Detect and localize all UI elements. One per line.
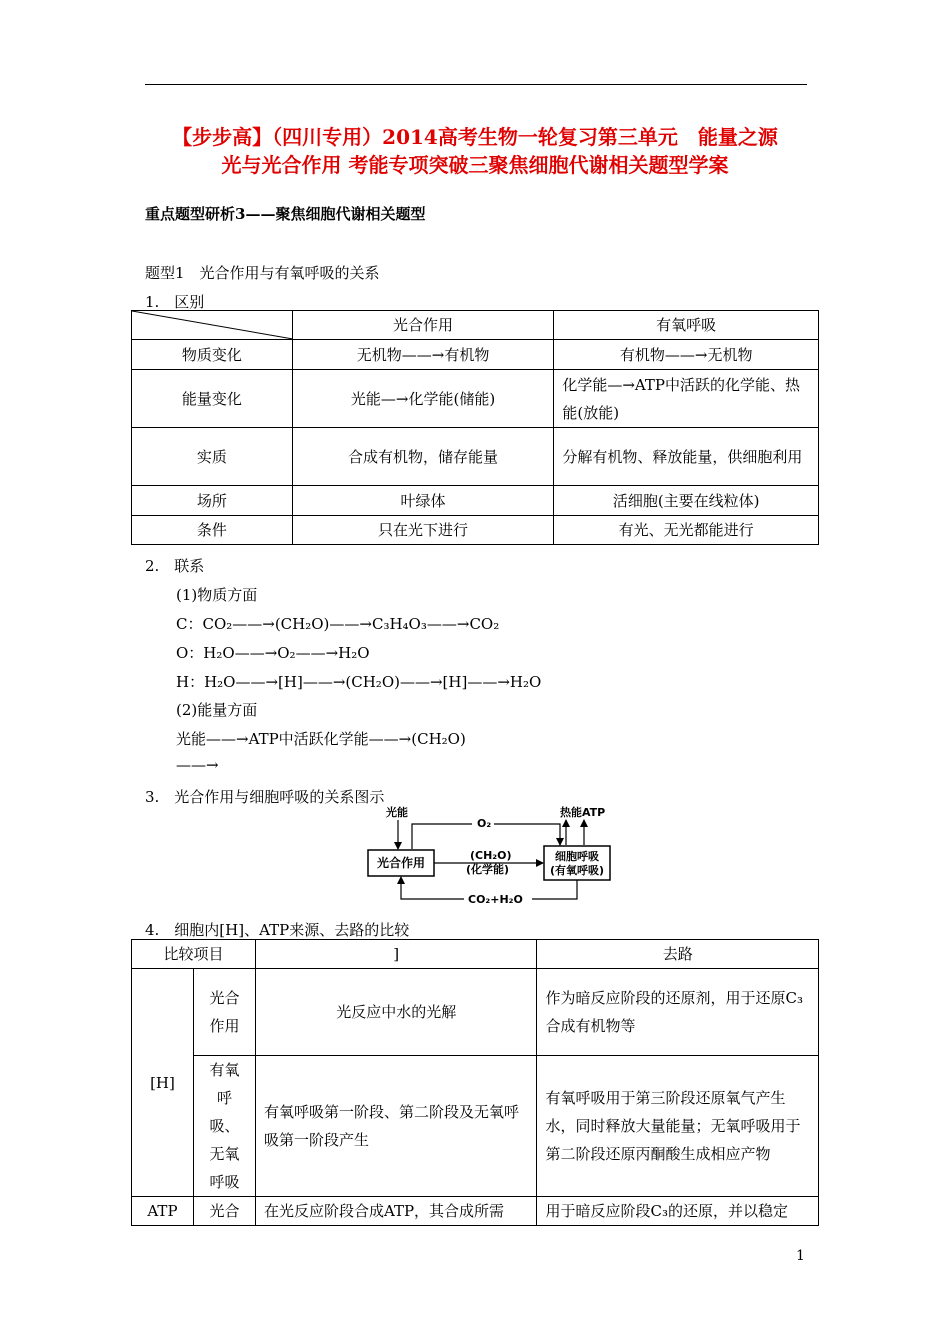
light-label: 光能 — [386, 806, 408, 819]
table-header: 去路 — [537, 940, 819, 969]
source-cell: 在光反应阶段合成ATP，其合成所需 — [255, 1197, 537, 1226]
heat-atp-label: 热能ATP — [560, 806, 606, 819]
table-header: 有氧呼吸 — [554, 311, 819, 340]
destination-cell: 作为暗反应阶段的还原剂，用于还原C₃合成有机物等 — [537, 969, 819, 1056]
group-label: ATP — [132, 1197, 194, 1226]
header-rule — [145, 84, 807, 85]
doc-title-line2: 光与光合作用 考能专项突破三聚焦细胞代谢相关题型学案 — [221, 153, 729, 177]
table-cell: 无机物——→有机物 — [292, 340, 554, 370]
hydrogen-path: H：H₂O——→[H]——→(CH₂O)——→[H]——→H₂O — [176, 673, 542, 691]
table-cell: 只在光下进行 — [292, 516, 554, 545]
table-corner-cell — [132, 311, 293, 340]
energy-arrow: ——→ — [176, 756, 219, 774]
sub-label: 光合作用 — [193, 969, 255, 1056]
source-cell: 有氧呼吸第一阶段、第二阶段及无氧呼吸第一阶段产生 — [255, 1056, 537, 1197]
table-cell: 叶绿体 — [292, 486, 554, 516]
table-cell: 有机物——→无机物 — [554, 340, 819, 370]
diagonal-line — [132, 311, 293, 339]
table-cell: 分解有机物、释放能量，供细胞利用 — [554, 428, 819, 486]
table-cell: 合成有机物，储存能量 — [292, 428, 554, 486]
o2-label: O₂ — [477, 817, 492, 830]
item-2-heading: 2. 联系 — [145, 557, 205, 575]
row-label: 条件 — [132, 516, 293, 545]
cell-respiration-sub-label: (有氧呼吸) — [549, 864, 605, 877]
photosynthesis-respiration-diagram — [360, 802, 620, 912]
table-header: 光合作用 — [292, 311, 554, 340]
item-3-heading: 3. 光合作用与细胞呼吸的关系图示 — [145, 788, 385, 806]
ch2o-label: (CH₂O) — [470, 849, 512, 862]
material-heading: (1)物质方面 — [176, 586, 258, 604]
table-header: 比较项目 — [132, 940, 256, 969]
cell-respiration-label: 细胞呼吸 — [555, 850, 599, 863]
item-4-heading: 4. 细胞内[H]、ATP来源、去路的比较 — [145, 921, 410, 939]
energy-heading: (2)能量方面 — [176, 701, 258, 719]
energy-path: 光能——→ATP中活跃化学能——→(CH₂O) — [176, 730, 466, 748]
table-cell: 有光、无光都能进行 — [554, 516, 819, 545]
sub-label: 光合 — [193, 1197, 255, 1226]
comparison-table — [131, 310, 819, 545]
source-cell: 光反应中水的光解 — [255, 969, 537, 1056]
table-cell: 活细胞(主要在线粒体) — [554, 486, 819, 516]
row-label: 场所 — [132, 486, 293, 516]
co2-h2o-label: CO₂+H₂O — [468, 893, 523, 906]
row-label: 能量变化 — [132, 370, 293, 428]
co2-h2o-arrow — [532, 880, 577, 899]
table-cell: 化学能—→ATP中活跃的化学能、热能(放能) — [554, 370, 819, 428]
oxygen-path: O：H₂O——→O₂——→H₂O — [176, 644, 370, 662]
table-header: ] — [255, 940, 537, 969]
group-label: [H] — [132, 969, 194, 1197]
type-heading: 题型1 光合作用与有氧呼吸的关系 — [145, 264, 380, 282]
item-1-heading: 1. 区别 — [145, 293, 205, 311]
destination-cell: 用于暗反应阶段C₃的还原，并以稳定 — [537, 1197, 819, 1226]
o2-arrow — [412, 824, 472, 849]
photosynthesis-label: 光合作用 — [376, 856, 426, 870]
section-heading: 重点题型研析3——聚焦细胞代谢相关题型 — [145, 205, 426, 223]
chem-energy-label: (化学能) — [466, 863, 510, 876]
row-label: 物质变化 — [132, 340, 293, 370]
row-label: 实质 — [132, 428, 293, 486]
doc-title-line1: 【步步高】（四川专用）2014高考生物一轮复习第三单元 能量之源 — [172, 125, 778, 149]
h-atp-comparison-table — [131, 939, 819, 1226]
table-cell: 光能—→化学能(储能) — [292, 370, 554, 428]
carbon-path: C：CO₂——→(CH₂O)——→C₃H₄O₃——→CO₂ — [176, 615, 500, 633]
sub-label: 有氧呼吸、无氧呼吸 — [193, 1056, 255, 1197]
destination-cell: 有氧呼吸用于第三阶段还原氧气产生水，同时释放大量能量；无氧呼吸用于第二阶段还原丙酮酸生成相应产物 — [537, 1056, 819, 1197]
page-number: 1 — [796, 1248, 805, 1264]
